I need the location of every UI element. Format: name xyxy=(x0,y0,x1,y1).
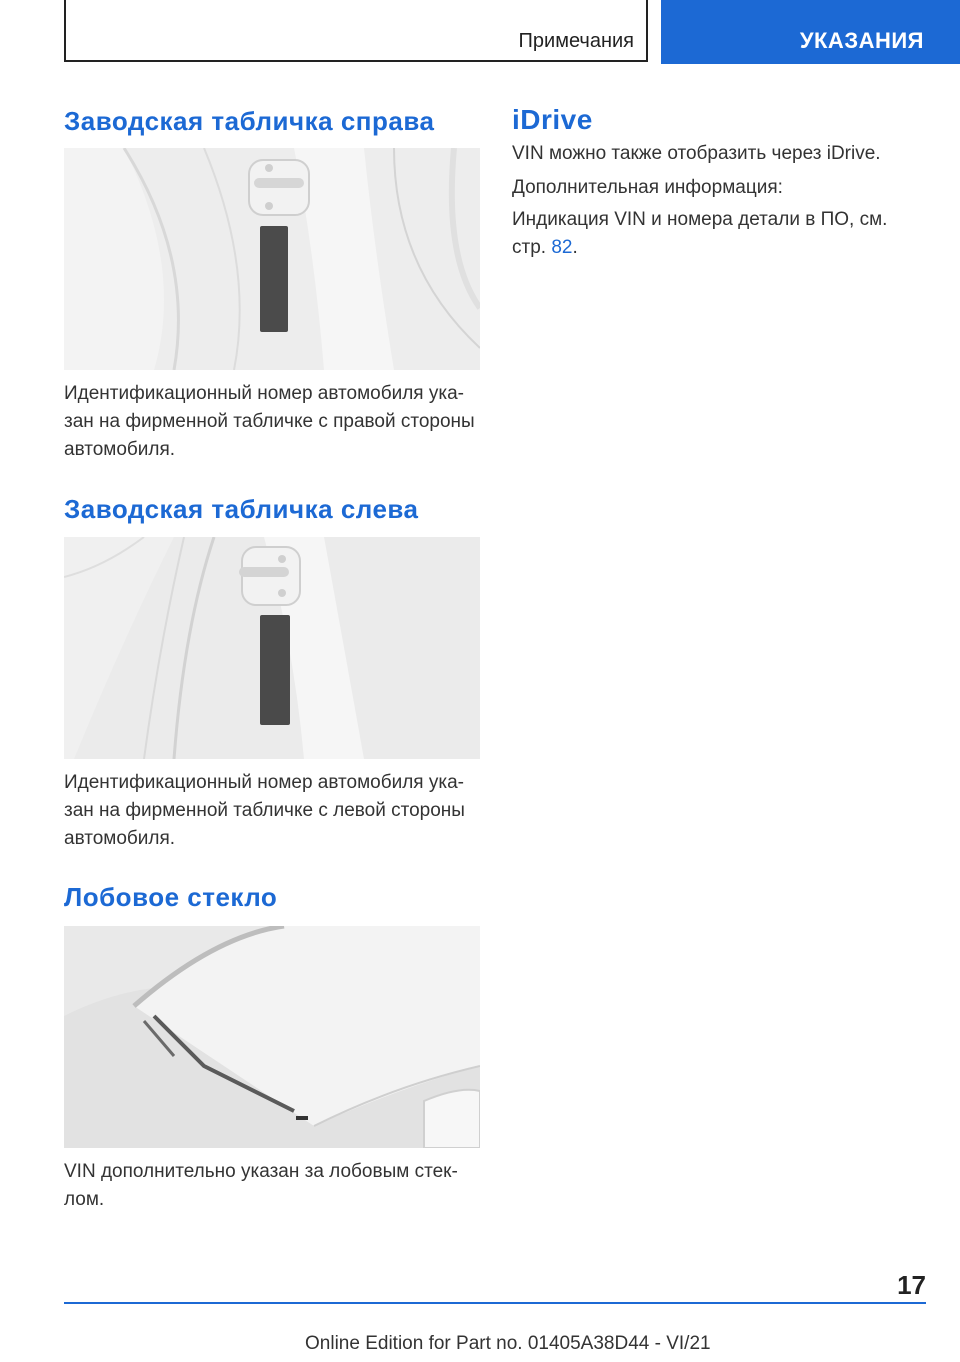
heading-windshield: Лобовое стекло xyxy=(64,882,278,912)
header-section-label: Примечания xyxy=(518,30,634,52)
footer-divider xyxy=(64,1302,926,1304)
photo-right-plate xyxy=(64,148,480,370)
footer-edition: Online Edition for Part no. 01405A38D44 - VI/21 xyxy=(305,1333,711,1354)
header-section-box xyxy=(64,0,648,62)
text-idrive-line2: Дополнительная информация: xyxy=(512,177,783,198)
header-chapter-tab[interactable] xyxy=(661,0,960,64)
text-idrive-line3 xyxy=(512,206,902,262)
text-idrive-line1: VIN можно также отобразить через iDrive. xyxy=(512,143,881,164)
text-idrive-line3-prefix: Индикация VIN и номера детали в ПО, см. стр. xyxy=(512,209,888,258)
text-windshield: VIN дополнительно указан за лобовым стек-лом. xyxy=(64,1161,458,1210)
photo-left-plate xyxy=(64,537,480,759)
text-left-plate: Идентификационный номер автомобиля ука-зан на фирменной табличке с левой стороны автомобиля. xyxy=(64,772,465,849)
page-ref-link[interactable]: 82 xyxy=(551,237,573,258)
text-idrive-line3-suffix: . xyxy=(572,237,578,258)
photo-windshield xyxy=(64,926,480,1148)
page-number: 17 xyxy=(897,1270,926,1300)
header-chapter-label: УКАЗАНИЯ xyxy=(799,28,924,53)
heading-idrive: iDrive xyxy=(512,104,593,135)
heading-left-plate: Заводская табличка слева xyxy=(64,494,419,524)
heading-right-plate: Заводская табличка справа xyxy=(64,106,435,136)
text-right-plate: Идентификационный номер автомобиля ука-зан на фирменной табличке с правой стороны автомобиля. xyxy=(64,383,475,460)
